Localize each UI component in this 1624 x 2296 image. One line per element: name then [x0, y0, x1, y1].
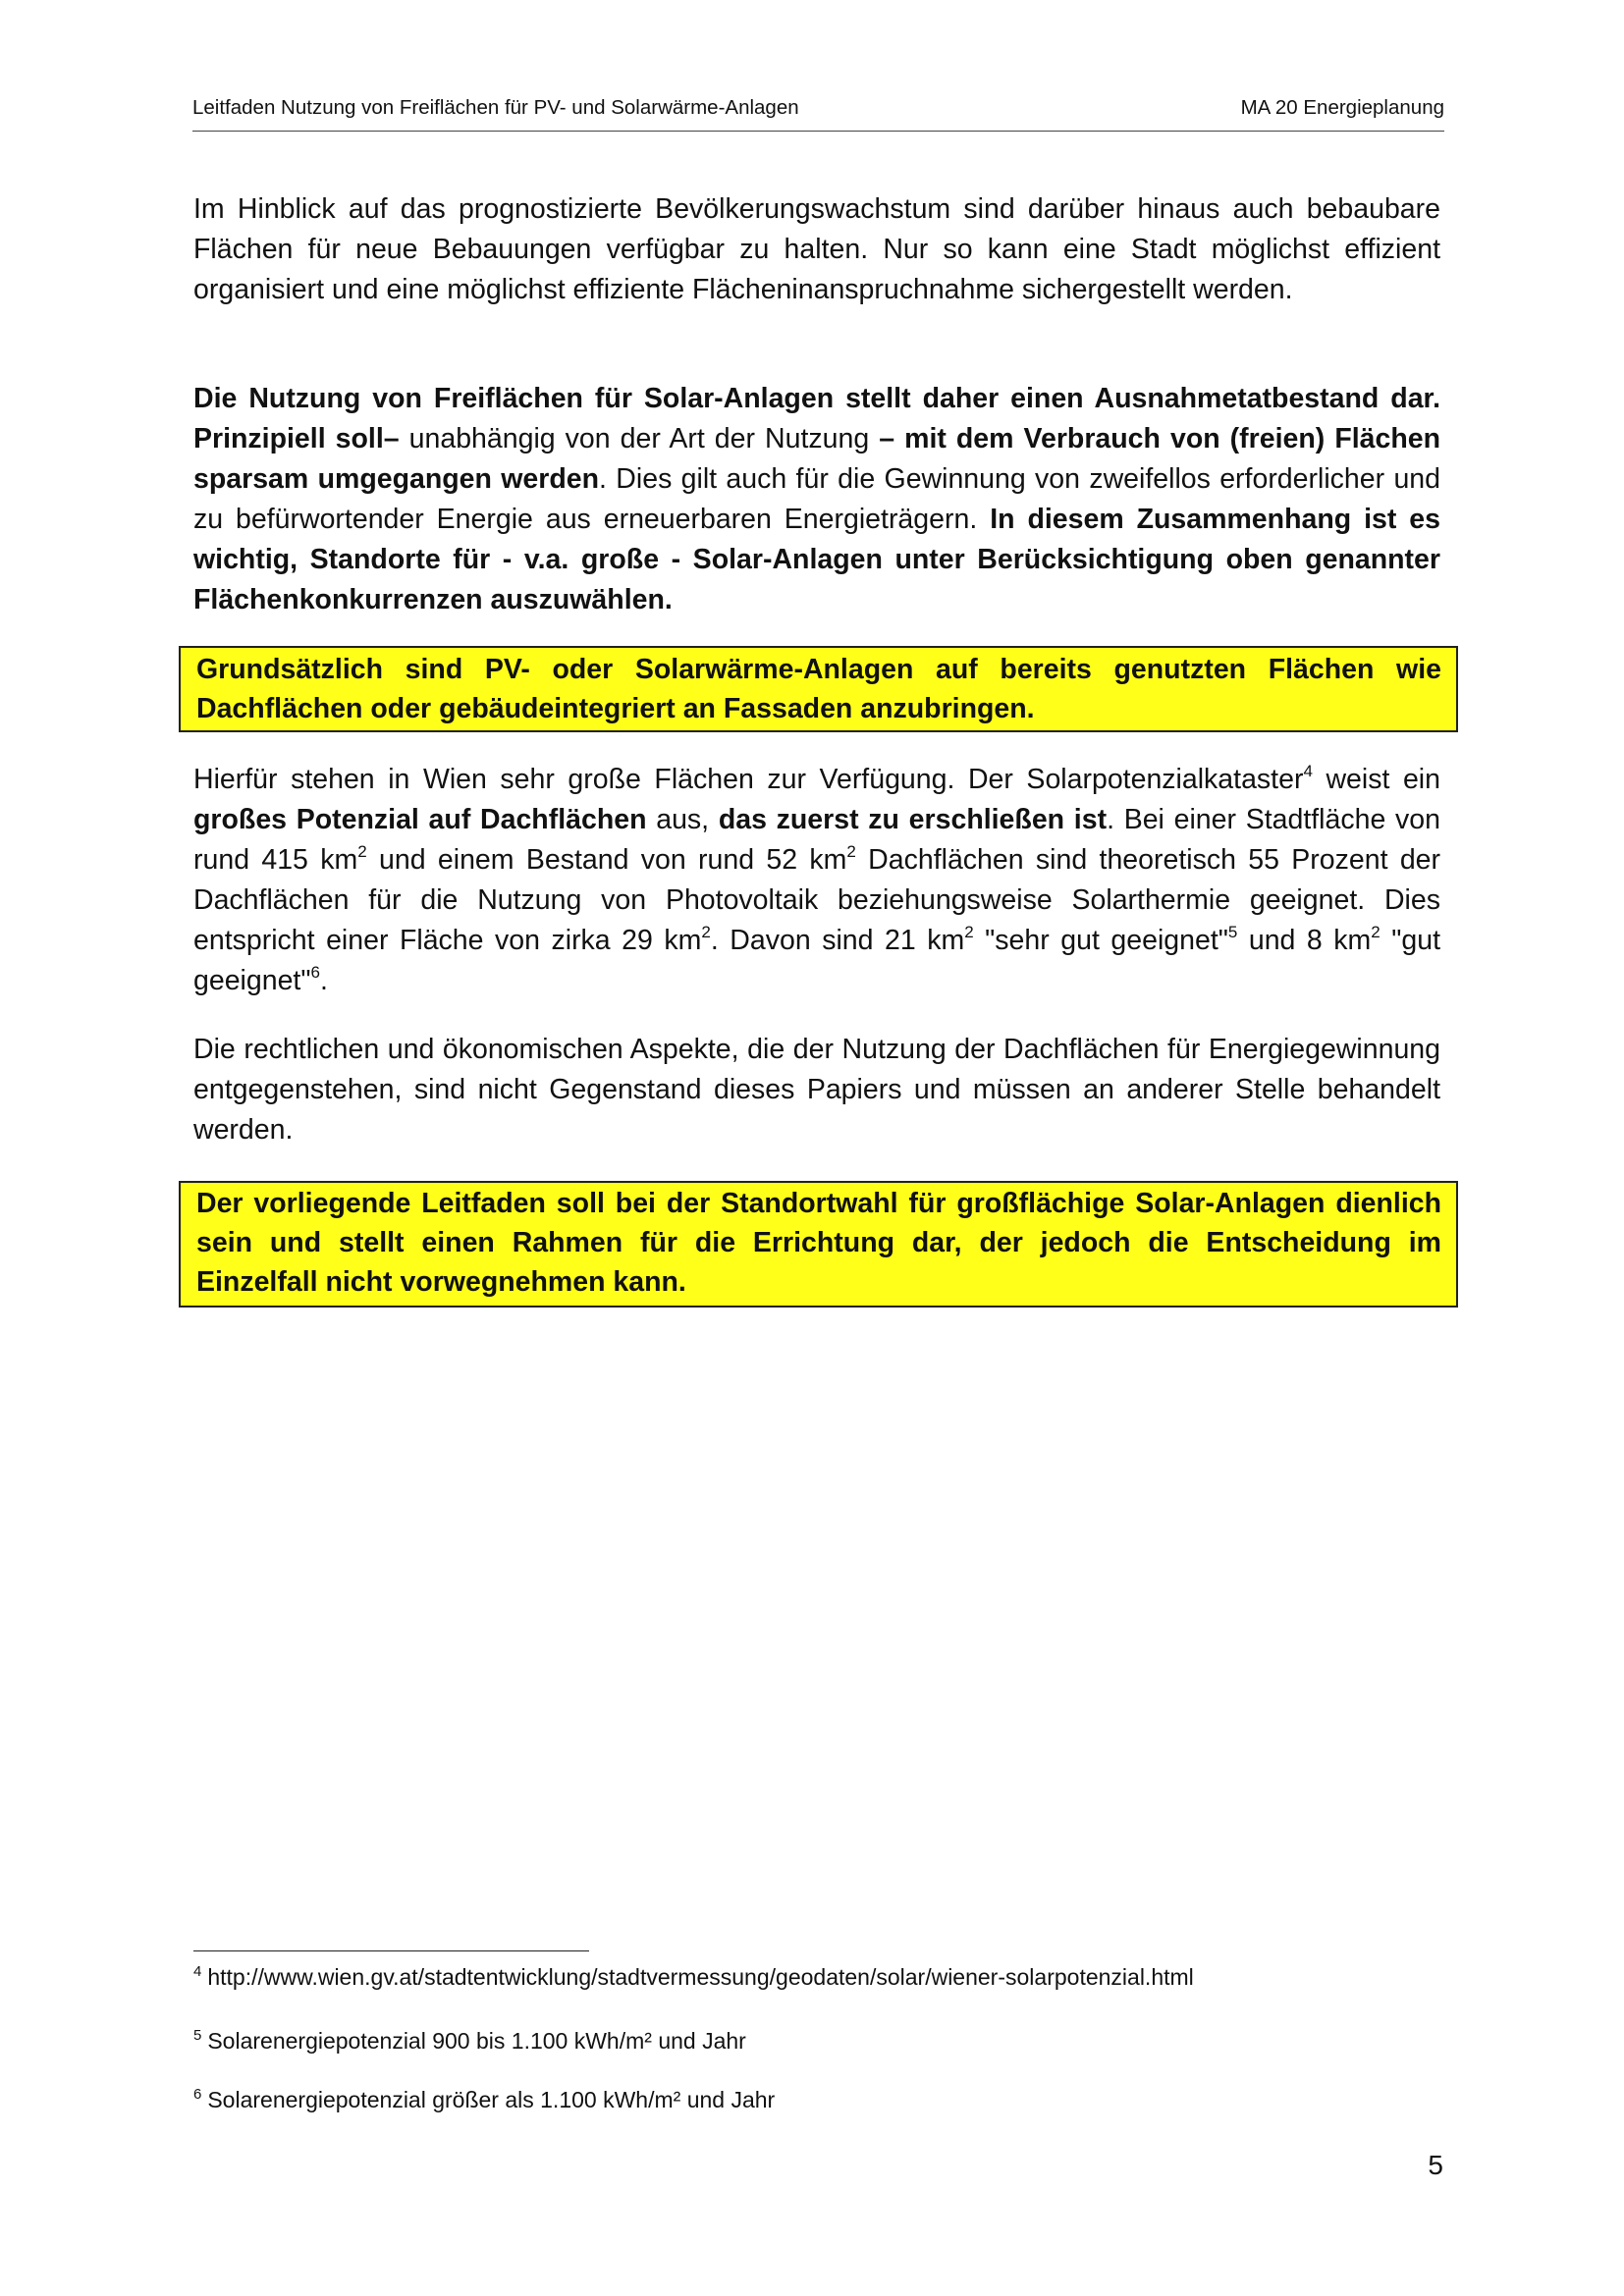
superscript: 2 — [357, 842, 367, 861]
text: . Bei einer Stadtfläche von rund 415 km — [193, 804, 1440, 876]
footnote-ref-5[interactable]: 5 — [1227, 923, 1238, 941]
text: und einem Bestand von rund 52 km — [366, 844, 847, 876]
footnote-5 — [193, 2027, 746, 2055]
footnote-number: 5 — [193, 2027, 202, 2044]
text: unabhängig von der Art der Nutzung — [399, 423, 880, 454]
text: . Davon sind 21 km — [710, 925, 965, 956]
bold-text: Die Nutzung von Freiflächen für Solar-Anlagen stellt daher einen Ausnahmetatbestand dar. Prinzipiell soll– — [193, 383, 1440, 454]
paragraph-legal-aspects: Die rechtlichen und ökonomischen Aspekte, die der Nutzung der Dachflächen für Energiegewinnung entgegenstehen, sind nicht Gegenstand dieses Papiers und müssen an anderer Stelle behandelt werden. — [193, 1034, 1440, 1146]
footnote-6 — [193, 2086, 775, 2113]
bold-text: das zuerst zu erschließen ist — [718, 804, 1108, 835]
paragraph-population-growth: Im Hinblick auf das prognostizierte Bevölkerungswachstum sind darüber hinaus auch bebaubare Flächen für neue Bebauungen verfügbar zu halten. Nur so kann eine Stadt möglichst effizient organisiert und eine möglichst effiziente Flächeninanspruchnahme sichergestellt werden. — [193, 193, 1440, 305]
page-number: 5 — [1428, 2150, 1443, 2180]
text: "gut geeignet" — [193, 925, 1441, 996]
highlight-box-principle: Grundsätzlich sind PV- oder Solarwärme-Anlagen auf bereits genutzten Flächen wie Dachflächen oder gebäudeintegriert an Fassaden anzubringen. — [179, 646, 1458, 732]
header-department: MA 20 Energieplanung — [1240, 96, 1444, 119]
footnote-link[interactable]: http://www.wien.gv.at/stadtentwicklung/stadtvermessung/geodaten/solar/wiener-solarpotenzial.html — [207, 1964, 1194, 1990]
footnote-divider — [193, 1950, 589, 1951]
text: und 8 km — [1237, 925, 1372, 956]
superscript: 2 — [701, 923, 711, 941]
footnote-number: 4 — [193, 1963, 202, 1980]
running-header — [192, 96, 1444, 132]
bold-text: großes Potenzial auf Dachflächen — [193, 804, 647, 835]
superscript: 2 — [1371, 923, 1380, 941]
text: "sehr gut geeignet" — [973, 925, 1228, 956]
footnote-text: Solarenergiepotenzial 900 bis 1.100 kWh/m² und Jahr — [207, 2028, 746, 2054]
superscript: 2 — [964, 923, 974, 941]
text: Hierfür stehen in Wien sehr große Flächen zur Verfügung. Der Solarpotenzialkataster — [193, 764, 1304, 795]
superscript: 2 — [846, 842, 856, 861]
footnote-ref-4[interactable]: 4 — [1303, 762, 1313, 780]
bold-text: In diesem Zusammenhang ist es wichtig, Standorte für - v.a. große - Solar-Anlagen unter Berücksichtigung oben genannter Flächenkonkurrenzen auszuwählen. — [193, 504, 1440, 615]
highlight-box-guideline: Der vorliegende Leitfaden soll bei der Standortwahl für großflächige Solar-Anlagen dienlich sein und stellt einen Rahmen für die Errichtung dar, der jedoch die Entscheidung im Einzelfall nicht vorwegnehmen kann. — [179, 1181, 1458, 1308]
text: aus, — [646, 804, 719, 835]
footnote-text: Solarenergiepotenzial größer als 1.100 kWh/m² und Jahr — [207, 2087, 776, 2112]
paragraph-exception-rule — [193, 379, 1440, 620]
text: . Dies gilt auch für die Gewinnung von zweifellos erforderlicher und zu befürwortender Energie aus erneuerbaren Energieträgern. — [193, 463, 1440, 535]
footnote-4 — [193, 1963, 1194, 1991]
footnote-ref-6[interactable]: 6 — [310, 963, 320, 982]
text: . — [319, 965, 328, 996]
paragraph-roof-potential — [193, 760, 1440, 1001]
footnote-number: 6 — [193, 2086, 202, 2103]
text: Dachflächen sind theoretisch 55 Prozent der Dachflächen für die Nutzung von Photovoltaik beziehungsweise Solarthermie geeignet. Dies entspricht einer Fläche von zirka 29 km — [193, 844, 1441, 956]
header-title: Leitfaden Nutzung von Freiflächen für PV- und Solarwärme-Anlagen — [192, 96, 799, 119]
text: weist ein — [1312, 764, 1440, 795]
bold-text: – mit dem Verbrauch von (freien) Flächen sparsam umgegangen werden — [193, 423, 1441, 495]
